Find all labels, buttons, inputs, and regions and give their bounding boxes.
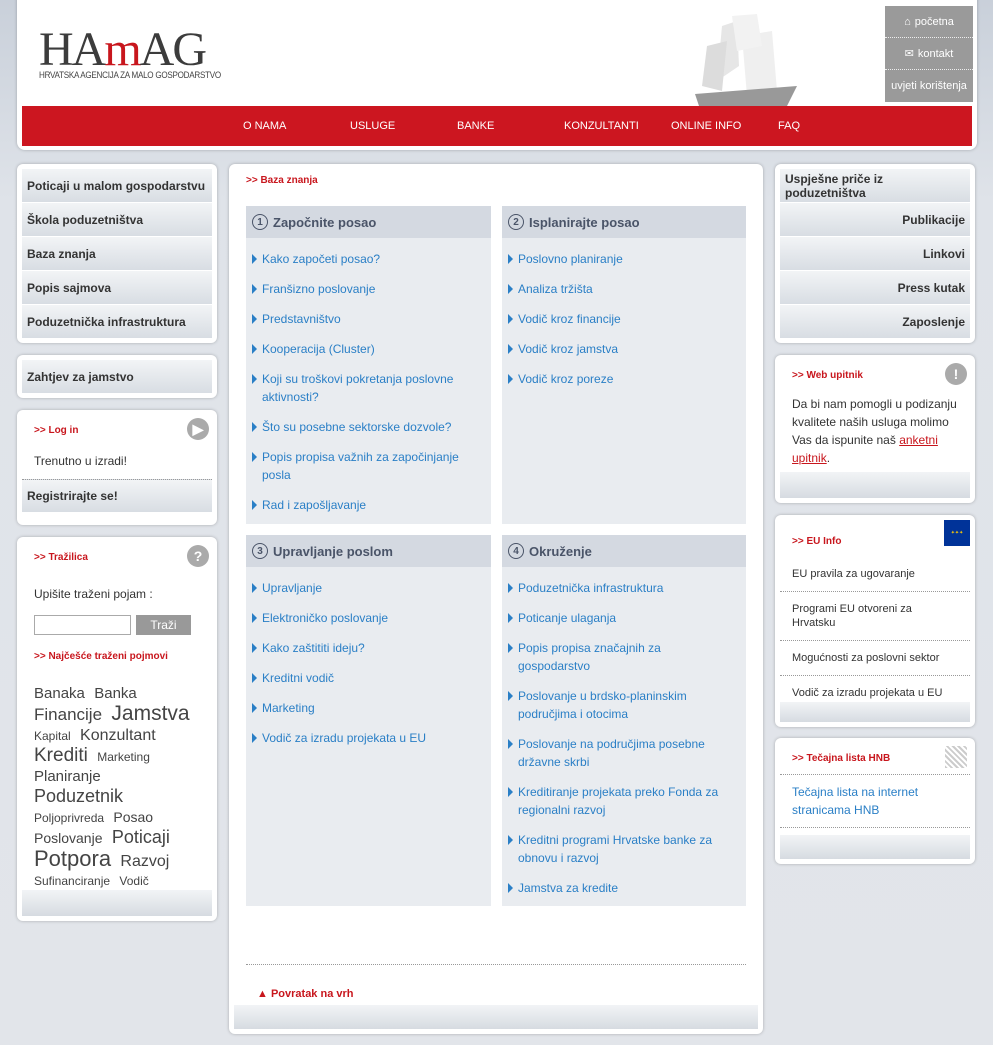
topic-link[interactable]: Popis propisa važnih za započinjanje posla	[252, 448, 481, 484]
hamag-logo[interactable]: HAmAG HRVATSKA AGENCIJA ZA MALO GOSPODARSTVO	[39, 23, 221, 80]
topic-link[interactable]: Kako započeti posao?	[252, 250, 481, 268]
help-icon[interactable]: ?	[187, 545, 209, 567]
tag-link[interactable]: Poticaji	[111, 827, 170, 847]
topic-link[interactable]: Elektroničko poslovanje	[252, 609, 481, 627]
tag-link[interactable]: Planiranje	[34, 768, 101, 785]
number-circle-icon: 4	[508, 543, 524, 559]
topic-link[interactable]: Kreditiranje projekata preko Fonda za regionalni razvoj	[508, 783, 736, 819]
menu-sajmovi[interactable]: Popis sajmova	[22, 271, 212, 305]
arrow-up-icon: ▲	[257, 988, 271, 1000]
tag-cloud	[22, 672, 212, 891]
topic-link[interactable]: Popis propisa značajnih za gospodarstvo	[508, 639, 736, 675]
topic-link[interactable]: Poslovanje na područjima posebne državne skrbi	[508, 735, 736, 771]
number-circle-icon: 1	[252, 214, 268, 230]
hnb-link[interactable]: Tečajna lista na internet stranicama HNB	[780, 775, 970, 828]
login-title: >> Log in	[34, 425, 79, 436]
survey-title: >> Web upitnik	[792, 370, 863, 381]
tag-link[interactable]: Banka	[94, 685, 137, 702]
tag-link[interactable]: Jamstva	[111, 702, 190, 725]
nav-konzultanti[interactable]: KONZULTANTI	[564, 120, 639, 132]
topic-panel	[502, 206, 746, 524]
eu-item[interactable]: EU pravila za ugovaranje	[780, 557, 970, 592]
topic-panel	[246, 206, 491, 524]
play-icon[interactable]: ▶	[187, 418, 209, 440]
topic-link[interactable]: Upravljanje	[252, 579, 481, 597]
topic-link[interactable]: Kooperacija (Cluster)	[252, 340, 481, 358]
tag-link[interactable]: Poljoprivreda	[34, 811, 105, 825]
survey-link[interactable]: anketni upitnik	[792, 433, 938, 465]
menu-poticaji[interactable]: Poticaji u malom gospodarstvu	[22, 169, 212, 203]
search-label: Upišite traženi pojam :	[34, 587, 153, 601]
left-menu	[17, 164, 217, 343]
nav-banke[interactable]: BANKE	[457, 120, 495, 132]
menu-skola[interactable]: Škola poduzetništva	[22, 203, 212, 237]
eu-title: >> EU Info	[792, 536, 842, 547]
login-status: Trenutno u izradi!	[34, 454, 127, 468]
nav-faq[interactable]: FAQ	[778, 120, 801, 132]
hnb-title: >> Tečajna lista HNB	[780, 743, 970, 775]
topic-link[interactable]: Marketing	[252, 699, 481, 717]
search-input[interactable]	[34, 615, 131, 635]
search-title: >> Tražilica	[34, 552, 88, 563]
topic-link[interactable]: Franšizno poslovanje	[252, 280, 481, 298]
topic-link[interactable]: Vodič kroz financije	[508, 310, 736, 328]
menu-press[interactable]: Press kutak	[780, 271, 970, 305]
topic-link[interactable]: Kreditni programi Hrvatske banke za obnovu i razvoj	[508, 831, 736, 867]
main-content	[229, 164, 763, 1034]
home-icon: ⌂	[904, 15, 911, 28]
home-link[interactable]: ⌂ početna	[885, 6, 973, 38]
nav-usluge[interactable]: USLUGE	[350, 120, 396, 132]
topic-link[interactable]: Poslovno planiranje	[508, 250, 736, 268]
topic-link[interactable]: Koji su troškovi pokretanja poslovne aktivnosti?	[252, 370, 481, 406]
panel-header: 4 Okruženje	[502, 535, 746, 567]
topic-link[interactable]: Vodič za izradu projekata u EU	[252, 729, 481, 747]
eu-item[interactable]: Programi EU otvoreni za Hrvatsku	[780, 592, 970, 641]
hnb-logo-icon	[945, 746, 967, 768]
menu-uspjesne-price[interactable]: Uspješne priče iz poduzetništva	[780, 169, 970, 203]
search-button[interactable]: Traži	[136, 615, 191, 635]
topic-link[interactable]: Vodič kroz poreze	[508, 370, 736, 388]
panel-header: 3 Upravljanje poslom	[246, 535, 491, 567]
tag-link[interactable]: Banaka	[34, 685, 85, 702]
main-nav	[22, 106, 972, 146]
topic-link[interactable]: Kreditni vodič	[252, 669, 481, 687]
eu-info-box	[775, 515, 975, 727]
search-box	[17, 537, 217, 921]
tag-link[interactable]: Krediti	[34, 745, 88, 766]
tag-link[interactable]: Razvoj	[120, 853, 170, 870]
tag-link[interactable]: Marketing	[97, 750, 150, 764]
login-box	[17, 410, 217, 525]
tag-link[interactable]: Poduzetnik	[34, 786, 124, 806]
tags-title: >> Najčešće traženi pojmovi	[34, 651, 168, 662]
topic-link[interactable]: Predstavništvo	[252, 310, 481, 328]
menu-linkovi[interactable]: Linkovi	[780, 237, 970, 271]
topic-link[interactable]: Poduzetnička infrastruktura	[508, 579, 736, 597]
zahtjev-za-jamstvo-link[interactable]: Zahtjev za jamstvo	[22, 360, 212, 394]
exclamation-icon: !	[945, 363, 967, 385]
number-circle-icon: 3	[252, 543, 268, 559]
ship-illustration	[677, 6, 807, 116]
back-to-top-link[interactable]: ▲ Povratak na vrh	[257, 988, 354, 1000]
menu-infrastruktura[interactable]: Poduzetnička infrastruktura	[22, 305, 212, 339]
hnb-box	[775, 738, 975, 864]
terms-link[interactable]: uvjeti korištenja	[885, 70, 973, 102]
topic-link[interactable]: Poticanje ulaganja	[508, 609, 736, 627]
breadcrumb: >> Baza znanja	[246, 175, 318, 186]
top-links	[885, 6, 973, 102]
nav-o-nama[interactable]: O NAMA	[243, 120, 287, 132]
number-circle-icon: 2	[508, 214, 524, 230]
tag-link[interactable]: Financije	[34, 705, 103, 724]
topic-link[interactable]: Poslovanje u brdsko-planinskim područjima i otocima	[508, 687, 736, 723]
nav-online-info[interactable]: ONLINE INFO	[671, 120, 742, 132]
eu-item[interactable]: Vodič za izradu projekata u EU	[792, 687, 943, 699]
menu-publikacije[interactable]: Publikacije	[780, 203, 970, 237]
topic-panel	[502, 535, 746, 906]
eu-item[interactable]: Mogućnosti za poslovni sektor	[780, 641, 970, 676]
topic-link[interactable]: Kako zaštititi ideju?	[252, 639, 481, 657]
right-menu	[775, 164, 975, 343]
tag-link[interactable]: Kapital	[34, 729, 71, 743]
tag-link[interactable]: Poslovanje	[34, 830, 103, 846]
menu-baza-znanja[interactable]: Baza znanja	[22, 237, 212, 271]
tag-link[interactable]: Posao	[113, 809, 154, 825]
jamstvo-box	[17, 355, 217, 398]
eu-flag-icon: ✦✦✦	[944, 520, 970, 546]
register-link[interactable]: Registrirajte se!	[22, 479, 212, 513]
tag-link[interactable]: Konzultant	[80, 727, 156, 744]
topic-panel	[246, 535, 491, 906]
topic-link[interactable]: Vodič kroz jamstva	[508, 340, 736, 358]
topic-link[interactable]: Rad i zapošljavanje	[252, 496, 481, 514]
topic-link[interactable]: Jamstva za kredite	[508, 879, 736, 897]
survey-box: >> Web upitnik ! Da bi nam pomogli u podizanju kvalitete naših usluga molimo Vas da ispunite naš anketni upitnik.	[775, 355, 975, 503]
tag-link[interactable]: Potpora	[34, 846, 112, 871]
contact-link[interactable]: ✉ kontakt	[885, 38, 973, 70]
topic-link[interactable]: Analiza tržišta	[508, 280, 736, 298]
panel-header: 2 Isplanirajte posao	[502, 206, 746, 238]
header	[17, 0, 977, 150]
tag-link[interactable]: Vodič	[119, 874, 149, 888]
topic-link[interactable]: Što su posebne sektorske dozvole?	[252, 418, 481, 436]
tag-link[interactable]: Sufinanciranje	[34, 874, 111, 888]
menu-zaposlenje[interactable]: Zaposlenje	[780, 305, 970, 339]
mail-icon: ✉	[904, 48, 914, 60]
panel-header: 1 Započnite posao	[246, 206, 491, 238]
